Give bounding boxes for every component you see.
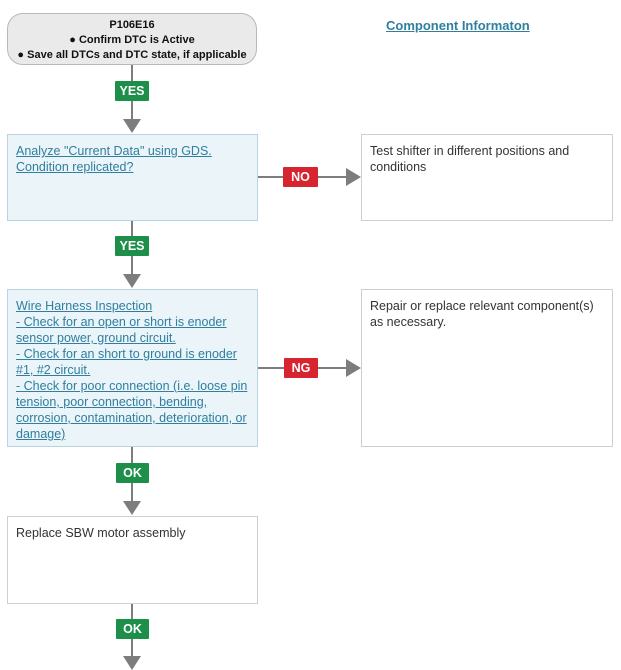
arrow-down-icon (123, 119, 141, 133)
action-test-shifter (361, 134, 613, 221)
arrow-down-icon (123, 274, 141, 288)
step-replace-sbw-motor (7, 516, 258, 604)
check-poor-connection-link[interactable]: - Check for poor connection (i.e. loose pin tension, poor connection, bending, corrosion, contamination, deterioration, or damage) (16, 379, 248, 441)
wire-harness-title-link[interactable]: Wire Harness Inspection (16, 299, 153, 313)
replace-sbw-text: Replace SBW motor assembly (16, 526, 186, 540)
check-short-prefix[interactable]: - Check for an (16, 347, 98, 361)
component-information-link[interactable]: Component Informaton (386, 18, 530, 33)
start-box (7, 13, 257, 65)
step-wire-harness-inspection (7, 289, 258, 447)
arrow-right-icon (346, 168, 361, 186)
arrow-down-icon (123, 501, 141, 515)
short-to-ground-link[interactable]: short to ground (97, 347, 183, 361)
yes-badge: YES (115, 236, 149, 256)
test-shifter-text: Test shifter in different positions and conditions (370, 144, 570, 174)
dtc-code: P106E16 (109, 19, 155, 31)
no-badge: NO (283, 167, 318, 187)
arrow-right-icon (346, 359, 361, 377)
check-open-short-link[interactable]: - Check for an open or short is enoder sensor power, ground circuit. (16, 315, 227, 345)
ok-badge: OK (116, 463, 149, 483)
step-analyze-current-data (7, 134, 258, 221)
save-dtc-text: ● Save all DTCs and DTC state, if applicable (17, 49, 247, 61)
condition-replicated-link[interactable]: Condition replicated? (16, 160, 134, 174)
check-short-suffix[interactable]: is enoder #1, #2 circuit. (16, 347, 237, 377)
arrow-down-icon (123, 656, 141, 670)
analyze-current-data-link[interactable]: Analyze "Current Data" using GDS. (16, 144, 212, 158)
confirm-dtc-text: ● Confirm DTC is Active (69, 34, 195, 46)
yes-badge: YES (115, 81, 149, 101)
action-repair-replace (361, 289, 613, 447)
repair-replace-text: Repair or replace relevant component(s) as necessary. (370, 299, 594, 329)
check-short-to-ground (16, 346, 249, 378)
ng-badge: NG (284, 358, 318, 378)
ok-badge: OK (116, 619, 149, 639)
